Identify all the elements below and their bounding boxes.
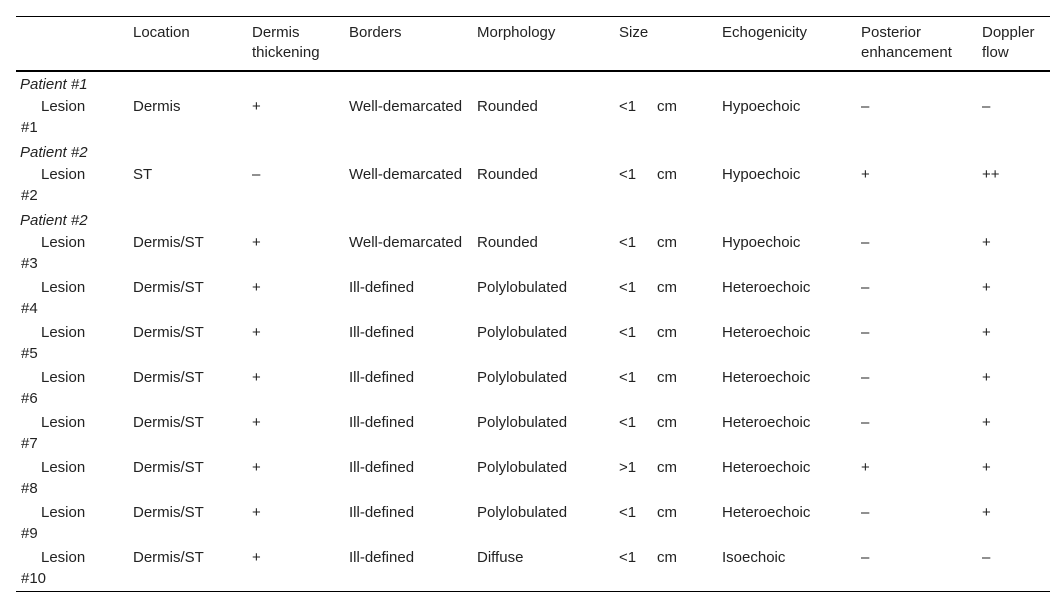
borders-cell: Well-demarcated	[349, 166, 463, 183]
lesion-number: #3	[21, 255, 38, 272]
morphology-cell: Diffuse	[477, 549, 524, 566]
echogenicity-cell: Heteroechoic	[722, 459, 811, 476]
table-row	[16, 276, 1050, 321]
doppler-flow-cell: +	[982, 234, 991, 251]
echogenicity-cell: Heteroechoic	[722, 324, 811, 341]
patient-label: Patient #2	[20, 144, 88, 161]
doppler-flow-cell: +	[982, 459, 991, 476]
posterior-enhancement-cell: –	[861, 324, 870, 341]
lesion-number: #5	[21, 345, 38, 362]
table-row	[16, 411, 1050, 456]
lesion-number: #1	[21, 119, 38, 136]
size-value: <1	[619, 324, 637, 341]
morphology-cell: Polylobulated	[477, 414, 568, 431]
size-value: <1	[619, 549, 637, 566]
lesion-word: Lesion	[41, 414, 86, 431]
lesion-table	[16, 16, 1050, 592]
size-cell	[615, 95, 718, 140]
size-unit: cm	[657, 504, 677, 521]
morphology-cell: Rounded	[477, 166, 538, 183]
size-cell	[615, 456, 718, 501]
size-unit: cm	[657, 369, 677, 386]
table-row	[16, 95, 1050, 140]
lesion-cell	[16, 276, 129, 321]
morphology-cell: Polylobulated	[477, 504, 568, 521]
location-cell: Dermis/ST	[133, 369, 204, 386]
header-morphology: Morphology	[477, 24, 556, 41]
doppler-flow-cell: +	[982, 279, 991, 296]
lesion-cell	[16, 411, 129, 456]
doppler-flow-cell: +	[982, 369, 991, 386]
echogenicity-cell: Heteroechoic	[722, 414, 811, 431]
table-row	[16, 501, 1050, 546]
doppler-flow-cell: +	[982, 504, 991, 521]
table-row	[16, 231, 1050, 276]
location-cell: Dermis	[133, 98, 181, 115]
lesion-cell	[16, 546, 129, 592]
posterior-enhancement-cell: +	[861, 166, 870, 183]
echogenicity-cell: Hypoechoic	[722, 98, 801, 115]
doppler-flow-cell: –	[982, 549, 991, 566]
dermis-thickening-cell: +	[252, 414, 261, 431]
borders-cell: Ill-defined	[349, 549, 415, 566]
borders-cell: Ill-defined	[349, 324, 415, 341]
size-cell	[615, 276, 718, 321]
dermis-thickening-cell: +	[252, 504, 261, 521]
dermis-thickening-cell: +	[252, 234, 261, 251]
echogenicity-cell: Isoechoic	[722, 549, 786, 566]
dermis-thickening-cell: –	[252, 166, 261, 183]
size-cell	[615, 366, 718, 411]
lesion-word: Lesion	[41, 459, 86, 476]
dermis-thickening-cell: +	[252, 369, 261, 386]
lesion-cell	[16, 456, 129, 501]
lesion-cell	[16, 321, 129, 366]
lesion-number: #2	[21, 187, 38, 204]
patient-group-row	[16, 208, 1050, 231]
doppler-flow-cell: +	[982, 324, 991, 341]
table-header	[16, 17, 1050, 72]
location-cell: Dermis/ST	[133, 549, 204, 566]
location-cell: ST	[133, 166, 153, 183]
size-value: <1	[619, 369, 637, 386]
size-value: <1	[619, 166, 637, 183]
borders-cell: Ill-defined	[349, 414, 415, 431]
lesion-word: Lesion	[41, 166, 86, 183]
borders-cell: Well-demarcated	[349, 234, 463, 251]
table-row	[16, 321, 1050, 366]
size-unit: cm	[657, 98, 677, 115]
location-cell: Dermis/ST	[133, 324, 204, 341]
patient-label: Patient #1	[20, 76, 88, 93]
size-unit: cm	[657, 414, 677, 431]
size-value: <1	[619, 414, 637, 431]
table-row	[16, 163, 1050, 208]
patient-group-row	[16, 140, 1050, 163]
header-echogenicity: Echogenicity	[722, 24, 808, 41]
size-unit: cm	[657, 234, 677, 251]
location-cell: Dermis/ST	[133, 504, 204, 521]
echogenicity-cell: Heteroechoic	[722, 279, 811, 296]
size-value: >1	[619, 459, 637, 476]
lesion-word: Lesion	[41, 279, 86, 296]
lesion-word: Lesion	[41, 369, 86, 386]
posterior-enhancement-cell: –	[861, 234, 870, 251]
echogenicity-cell: Hypoechoic	[722, 166, 801, 183]
lesion-number: #9	[21, 525, 38, 542]
location-cell: Dermis/ST	[133, 414, 204, 431]
size-unit: cm	[657, 549, 677, 566]
posterior-enhancement-cell: –	[861, 549, 870, 566]
size-value: <1	[619, 504, 637, 521]
borders-cell: Well-demarcated	[349, 98, 463, 115]
table-row	[16, 546, 1050, 592]
lesion-number: #6	[21, 390, 38, 407]
dermis-thickening-cell: +	[252, 98, 261, 115]
lesion-word: Lesion	[41, 549, 86, 566]
table-row	[16, 456, 1050, 501]
size-value: <1	[619, 279, 637, 296]
doppler-flow-cell: –	[982, 98, 991, 115]
posterior-enhancement-cell: –	[861, 414, 870, 431]
morphology-cell: Polylobulated	[477, 459, 568, 476]
dermis-thickening-cell: +	[252, 549, 261, 566]
morphology-cell: Polylobulated	[477, 324, 568, 341]
size-unit: cm	[657, 324, 677, 341]
lesion-cell	[16, 95, 129, 140]
table-body	[16, 71, 1050, 592]
header-dermis-thickening: Dermis thickening	[252, 24, 320, 61]
lesion-word: Lesion	[41, 98, 86, 115]
posterior-enhancement-cell: –	[861, 98, 870, 115]
echogenicity-cell: Hypoechoic	[722, 234, 801, 251]
size-unit: cm	[657, 279, 677, 296]
posterior-enhancement-cell: +	[861, 459, 870, 476]
size-unit: cm	[657, 166, 677, 183]
header-doppler-flow: Doppler flow	[982, 24, 1035, 61]
lesion-number: #10	[21, 570, 47, 587]
location-cell: Dermis/ST	[133, 459, 204, 476]
size-value: <1	[619, 98, 637, 115]
header-size: Size	[619, 24, 649, 41]
location-cell: Dermis/ST	[133, 234, 204, 251]
size-cell	[615, 411, 718, 456]
lesion-cell	[16, 231, 129, 276]
lesion-word: Lesion	[41, 234, 86, 251]
lesion-number: #7	[21, 435, 38, 452]
echogenicity-cell: Heteroechoic	[722, 504, 811, 521]
lesion-number: #8	[21, 480, 38, 497]
patient-label: Patient #2	[20, 212, 88, 229]
borders-cell: Ill-defined	[349, 369, 415, 386]
posterior-enhancement-cell: –	[861, 279, 870, 296]
lesion-word: Lesion	[41, 324, 86, 341]
size-cell	[615, 546, 718, 592]
borders-cell: Ill-defined	[349, 279, 415, 296]
size-value: <1	[619, 234, 637, 251]
header-location: Location	[133, 24, 190, 41]
dermis-thickening-cell: +	[252, 324, 261, 341]
morphology-cell: Polylobulated	[477, 369, 568, 386]
header-cell-blank	[16, 17, 129, 72]
patient-group-row	[16, 71, 1050, 95]
header-row	[16, 17, 1050, 72]
posterior-enhancement-cell: –	[861, 504, 870, 521]
header-posterior-enhancement: Posterior enhancement	[861, 24, 952, 61]
borders-cell: Ill-defined	[349, 504, 415, 521]
doppler-flow-cell: +	[982, 414, 991, 431]
dermis-thickening-cell: +	[252, 279, 261, 296]
morphology-cell: Rounded	[477, 234, 538, 251]
posterior-enhancement-cell: –	[861, 369, 870, 386]
table-row	[16, 366, 1050, 411]
size-cell	[615, 231, 718, 276]
dermis-thickening-cell: +	[252, 459, 261, 476]
lesion-number: #4	[21, 300, 38, 317]
morphology-cell: Polylobulated	[477, 279, 568, 296]
size-cell	[615, 163, 718, 208]
size-cell	[615, 321, 718, 366]
lesion-cell	[16, 366, 129, 411]
echogenicity-cell: Heteroechoic	[722, 369, 811, 386]
size-cell	[615, 501, 718, 546]
borders-cell: Ill-defined	[349, 459, 415, 476]
size-unit: cm	[657, 459, 677, 476]
lesion-cell	[16, 163, 129, 208]
morphology-cell: Rounded	[477, 98, 538, 115]
doppler-flow-cell: ++	[982, 166, 1000, 183]
table-container	[16, 16, 1050, 592]
location-cell: Dermis/ST	[133, 279, 204, 296]
lesion-cell	[16, 501, 129, 546]
lesion-word: Lesion	[41, 504, 86, 521]
header-borders: Borders	[349, 24, 402, 41]
